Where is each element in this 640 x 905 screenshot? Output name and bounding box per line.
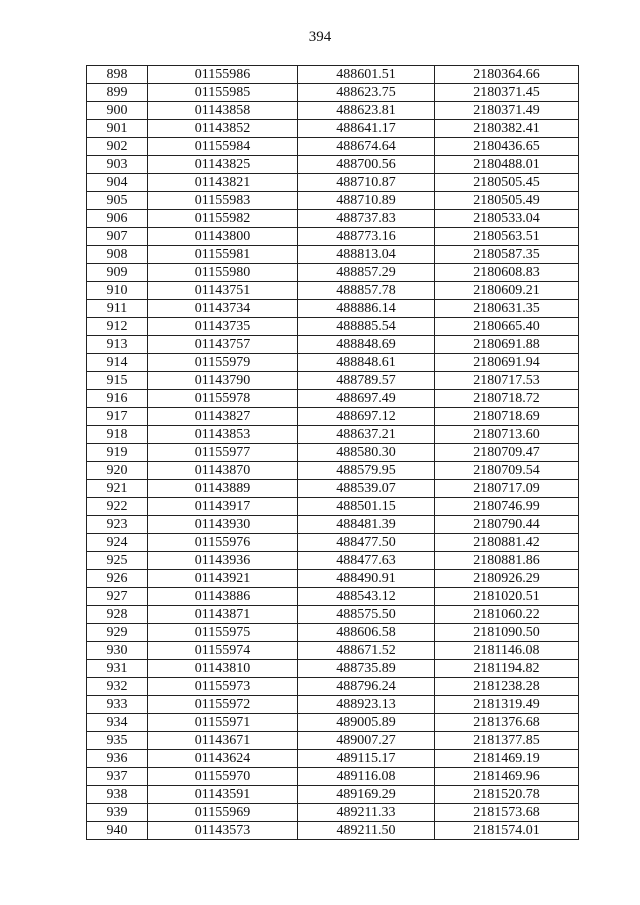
y-coordinate-cell: 2180488.01	[435, 156, 579, 174]
row-index-cell: 920	[87, 462, 148, 480]
y-coordinate-cell: 2181574.01	[435, 822, 579, 840]
table-row	[87, 444, 579, 462]
x-coordinate-cell: 489007.27	[298, 732, 435, 750]
point-id-cell: 01155976	[148, 534, 298, 552]
point-id-cell: 01143734	[148, 300, 298, 318]
table-row	[87, 768, 579, 786]
row-index-cell: 904	[87, 174, 148, 192]
table-row	[87, 246, 579, 264]
table-row	[87, 678, 579, 696]
table-row	[87, 174, 579, 192]
x-coordinate-cell: 489115.17	[298, 750, 435, 768]
point-id-cell: 01155978	[148, 390, 298, 408]
x-coordinate-cell: 488477.63	[298, 552, 435, 570]
table-row	[87, 228, 579, 246]
table-row	[87, 660, 579, 678]
x-coordinate-cell: 488789.57	[298, 372, 435, 390]
x-coordinate-cell: 488606.58	[298, 624, 435, 642]
y-coordinate-cell: 2180717.09	[435, 480, 579, 498]
x-coordinate-cell: 489211.33	[298, 804, 435, 822]
y-coordinate-cell: 2181573.68	[435, 804, 579, 822]
x-coordinate-cell: 488580.30	[298, 444, 435, 462]
row-index-cell: 906	[87, 210, 148, 228]
x-coordinate-cell: 488501.15	[298, 498, 435, 516]
point-id-cell: 01155973	[148, 678, 298, 696]
point-id-cell: 01155984	[148, 138, 298, 156]
x-coordinate-cell: 488623.75	[298, 84, 435, 102]
row-index-cell: 916	[87, 390, 148, 408]
row-index-cell: 907	[87, 228, 148, 246]
point-id-cell: 01155980	[148, 264, 298, 282]
y-coordinate-cell: 2181377.85	[435, 732, 579, 750]
table-row	[87, 804, 579, 822]
y-coordinate-cell: 2180609.21	[435, 282, 579, 300]
point-id-cell: 01143853	[148, 426, 298, 444]
y-coordinate-cell: 2180436.65	[435, 138, 579, 156]
table-row	[87, 138, 579, 156]
point-id-cell: 01143921	[148, 570, 298, 588]
row-index-cell: 914	[87, 354, 148, 372]
table-row	[87, 390, 579, 408]
x-coordinate-cell: 488674.64	[298, 138, 435, 156]
row-index-cell: 930	[87, 642, 148, 660]
table-row	[87, 426, 579, 444]
point-id-cell: 01155986	[148, 66, 298, 84]
y-coordinate-cell: 2181090.50	[435, 624, 579, 642]
y-coordinate-cell: 2181238.28	[435, 678, 579, 696]
x-coordinate-cell: 488697.12	[298, 408, 435, 426]
table-row	[87, 750, 579, 768]
y-coordinate-cell: 2181319.49	[435, 696, 579, 714]
row-index-cell: 922	[87, 498, 148, 516]
x-coordinate-cell: 488700.56	[298, 156, 435, 174]
table-row	[87, 534, 579, 552]
y-coordinate-cell: 2181020.51	[435, 588, 579, 606]
x-coordinate-cell: 488481.39	[298, 516, 435, 534]
table-row	[87, 336, 579, 354]
x-coordinate-cell: 488857.29	[298, 264, 435, 282]
point-id-cell: 01155985	[148, 84, 298, 102]
y-coordinate-cell: 2180718.69	[435, 408, 579, 426]
x-coordinate-cell: 488710.87	[298, 174, 435, 192]
row-index-cell: 927	[87, 588, 148, 606]
row-index-cell: 937	[87, 768, 148, 786]
row-index-cell: 939	[87, 804, 148, 822]
y-coordinate-cell: 2180691.94	[435, 354, 579, 372]
y-coordinate-cell: 2180881.86	[435, 552, 579, 570]
table-row	[87, 732, 579, 750]
y-coordinate-cell: 2180713.60	[435, 426, 579, 444]
table-row	[87, 264, 579, 282]
point-id-cell: 01155972	[148, 696, 298, 714]
table-row	[87, 300, 579, 318]
x-coordinate-cell: 488857.78	[298, 282, 435, 300]
point-id-cell: 01143827	[148, 408, 298, 426]
y-coordinate-cell: 2181469.96	[435, 768, 579, 786]
point-id-cell: 01155971	[148, 714, 298, 732]
table-row	[87, 84, 579, 102]
point-id-cell: 01143671	[148, 732, 298, 750]
x-coordinate-cell: 488641.17	[298, 120, 435, 138]
row-index-cell: 911	[87, 300, 148, 318]
table-row	[87, 156, 579, 174]
table-row	[87, 498, 579, 516]
row-index-cell: 900	[87, 102, 148, 120]
table-row	[87, 66, 579, 84]
table-row	[87, 372, 579, 390]
row-index-cell: 898	[87, 66, 148, 84]
x-coordinate-cell: 488490.91	[298, 570, 435, 588]
y-coordinate-cell: 2180608.83	[435, 264, 579, 282]
x-coordinate-cell: 488710.89	[298, 192, 435, 210]
point-id-cell: 01155981	[148, 246, 298, 264]
x-coordinate-cell: 488539.07	[298, 480, 435, 498]
row-index-cell: 913	[87, 336, 148, 354]
point-id-cell: 01155974	[148, 642, 298, 660]
x-coordinate-cell: 488773.16	[298, 228, 435, 246]
row-index-cell: 934	[87, 714, 148, 732]
table-row	[87, 588, 579, 606]
y-coordinate-cell: 2180665.40	[435, 318, 579, 336]
point-id-cell: 01143624	[148, 750, 298, 768]
table-row	[87, 606, 579, 624]
row-index-cell: 925	[87, 552, 148, 570]
row-index-cell: 921	[87, 480, 148, 498]
x-coordinate-cell: 489116.08	[298, 768, 435, 786]
x-coordinate-cell: 488697.49	[298, 390, 435, 408]
point-id-cell: 01143800	[148, 228, 298, 246]
x-coordinate-cell: 488923.13	[298, 696, 435, 714]
table-row	[87, 210, 579, 228]
y-coordinate-cell: 2180718.72	[435, 390, 579, 408]
x-coordinate-cell: 488671.52	[298, 642, 435, 660]
x-coordinate-cell: 488796.24	[298, 678, 435, 696]
point-id-cell: 01143930	[148, 516, 298, 534]
y-coordinate-cell: 2180505.45	[435, 174, 579, 192]
page-number: 394	[308, 29, 332, 45]
x-coordinate-cell: 488543.12	[298, 588, 435, 606]
row-index-cell: 940	[87, 822, 148, 840]
row-index-cell: 932	[87, 678, 148, 696]
y-coordinate-cell: 2180563.51	[435, 228, 579, 246]
point-id-cell: 01143757	[148, 336, 298, 354]
table-row	[87, 714, 579, 732]
table-row	[87, 282, 579, 300]
point-id-cell: 01143870	[148, 462, 298, 480]
y-coordinate-cell: 2180533.04	[435, 210, 579, 228]
table-row	[87, 192, 579, 210]
row-index-cell: 929	[87, 624, 148, 642]
y-coordinate-cell: 2180881.42	[435, 534, 579, 552]
point-id-cell: 01143852	[148, 120, 298, 138]
row-index-cell: 915	[87, 372, 148, 390]
row-index-cell: 909	[87, 264, 148, 282]
y-coordinate-cell: 2181469.19	[435, 750, 579, 768]
row-index-cell: 902	[87, 138, 148, 156]
x-coordinate-cell: 488886.14	[298, 300, 435, 318]
row-index-cell: 935	[87, 732, 148, 750]
y-coordinate-cell: 2181194.82	[435, 660, 579, 678]
table-row	[87, 354, 579, 372]
table-row	[87, 552, 579, 570]
x-coordinate-cell: 488737.83	[298, 210, 435, 228]
point-id-cell: 01143871	[148, 606, 298, 624]
point-id-cell: 01143810	[148, 660, 298, 678]
table-row	[87, 462, 579, 480]
row-index-cell: 938	[87, 786, 148, 804]
point-id-cell: 01155975	[148, 624, 298, 642]
x-coordinate-cell: 488885.54	[298, 318, 435, 336]
row-index-cell: 899	[87, 84, 148, 102]
point-id-cell: 01143790	[148, 372, 298, 390]
row-index-cell: 923	[87, 516, 148, 534]
x-coordinate-cell: 488623.81	[298, 102, 435, 120]
row-index-cell: 931	[87, 660, 148, 678]
point-id-cell: 01143889	[148, 480, 298, 498]
row-index-cell: 903	[87, 156, 148, 174]
x-coordinate-cell: 489169.29	[298, 786, 435, 804]
row-index-cell: 918	[87, 426, 148, 444]
x-coordinate-cell: 488579.95	[298, 462, 435, 480]
row-index-cell: 924	[87, 534, 148, 552]
row-index-cell: 901	[87, 120, 148, 138]
x-coordinate-cell: 488601.51	[298, 66, 435, 84]
row-index-cell: 933	[87, 696, 148, 714]
coordinates-table-body	[87, 66, 579, 840]
y-coordinate-cell: 2180709.54	[435, 462, 579, 480]
y-coordinate-cell: 2180709.47	[435, 444, 579, 462]
table-row	[87, 102, 579, 120]
table-row	[87, 570, 579, 588]
row-index-cell: 910	[87, 282, 148, 300]
y-coordinate-cell: 2180505.49	[435, 192, 579, 210]
coordinates-table	[86, 65, 579, 840]
row-index-cell: 919	[87, 444, 148, 462]
table-row	[87, 120, 579, 138]
y-coordinate-cell: 2180382.41	[435, 120, 579, 138]
point-id-cell: 01155970	[148, 768, 298, 786]
y-coordinate-cell: 2180717.53	[435, 372, 579, 390]
y-coordinate-cell: 2181060.22	[435, 606, 579, 624]
point-id-cell: 01155979	[148, 354, 298, 372]
x-coordinate-cell: 488813.04	[298, 246, 435, 264]
x-coordinate-cell: 488477.50	[298, 534, 435, 552]
y-coordinate-cell: 2180631.35	[435, 300, 579, 318]
point-id-cell: 01155983	[148, 192, 298, 210]
point-id-cell: 01143936	[148, 552, 298, 570]
point-id-cell: 01155982	[148, 210, 298, 228]
y-coordinate-cell: 2180587.35	[435, 246, 579, 264]
x-coordinate-cell: 489211.50	[298, 822, 435, 840]
y-coordinate-cell: 2180371.49	[435, 102, 579, 120]
table-row	[87, 822, 579, 840]
point-id-cell: 01143858	[148, 102, 298, 120]
x-coordinate-cell: 489005.89	[298, 714, 435, 732]
row-index-cell: 926	[87, 570, 148, 588]
y-coordinate-cell: 2180364.66	[435, 66, 579, 84]
x-coordinate-cell: 488848.61	[298, 354, 435, 372]
table-row	[87, 516, 579, 534]
point-id-cell: 01155969	[148, 804, 298, 822]
table-row	[87, 408, 579, 426]
point-id-cell: 01143825	[148, 156, 298, 174]
point-id-cell: 01143735	[148, 318, 298, 336]
point-id-cell: 01143917	[148, 498, 298, 516]
point-id-cell: 01143591	[148, 786, 298, 804]
y-coordinate-cell: 2180691.88	[435, 336, 579, 354]
y-coordinate-cell: 2180371.45	[435, 84, 579, 102]
x-coordinate-cell: 488848.69	[298, 336, 435, 354]
y-coordinate-cell: 2181146.08	[435, 642, 579, 660]
table-row	[87, 624, 579, 642]
point-id-cell: 01143886	[148, 588, 298, 606]
row-index-cell: 908	[87, 246, 148, 264]
y-coordinate-cell: 2180790.44	[435, 516, 579, 534]
table-row	[87, 480, 579, 498]
row-index-cell: 936	[87, 750, 148, 768]
x-coordinate-cell: 488637.21	[298, 426, 435, 444]
row-index-cell: 912	[87, 318, 148, 336]
row-index-cell: 928	[87, 606, 148, 624]
point-id-cell: 01143751	[148, 282, 298, 300]
y-coordinate-cell: 2181520.78	[435, 786, 579, 804]
table-row	[87, 786, 579, 804]
y-coordinate-cell: 2181376.68	[435, 714, 579, 732]
row-index-cell: 917	[87, 408, 148, 426]
row-index-cell: 905	[87, 192, 148, 210]
table-row	[87, 642, 579, 660]
x-coordinate-cell: 488735.89	[298, 660, 435, 678]
y-coordinate-cell: 2180926.29	[435, 570, 579, 588]
y-coordinate-cell: 2180746.99	[435, 498, 579, 516]
point-id-cell: 01143573	[148, 822, 298, 840]
x-coordinate-cell: 488575.50	[298, 606, 435, 624]
table-row	[87, 318, 579, 336]
table-row	[87, 696, 579, 714]
point-id-cell: 01143821	[148, 174, 298, 192]
point-id-cell: 01155977	[148, 444, 298, 462]
